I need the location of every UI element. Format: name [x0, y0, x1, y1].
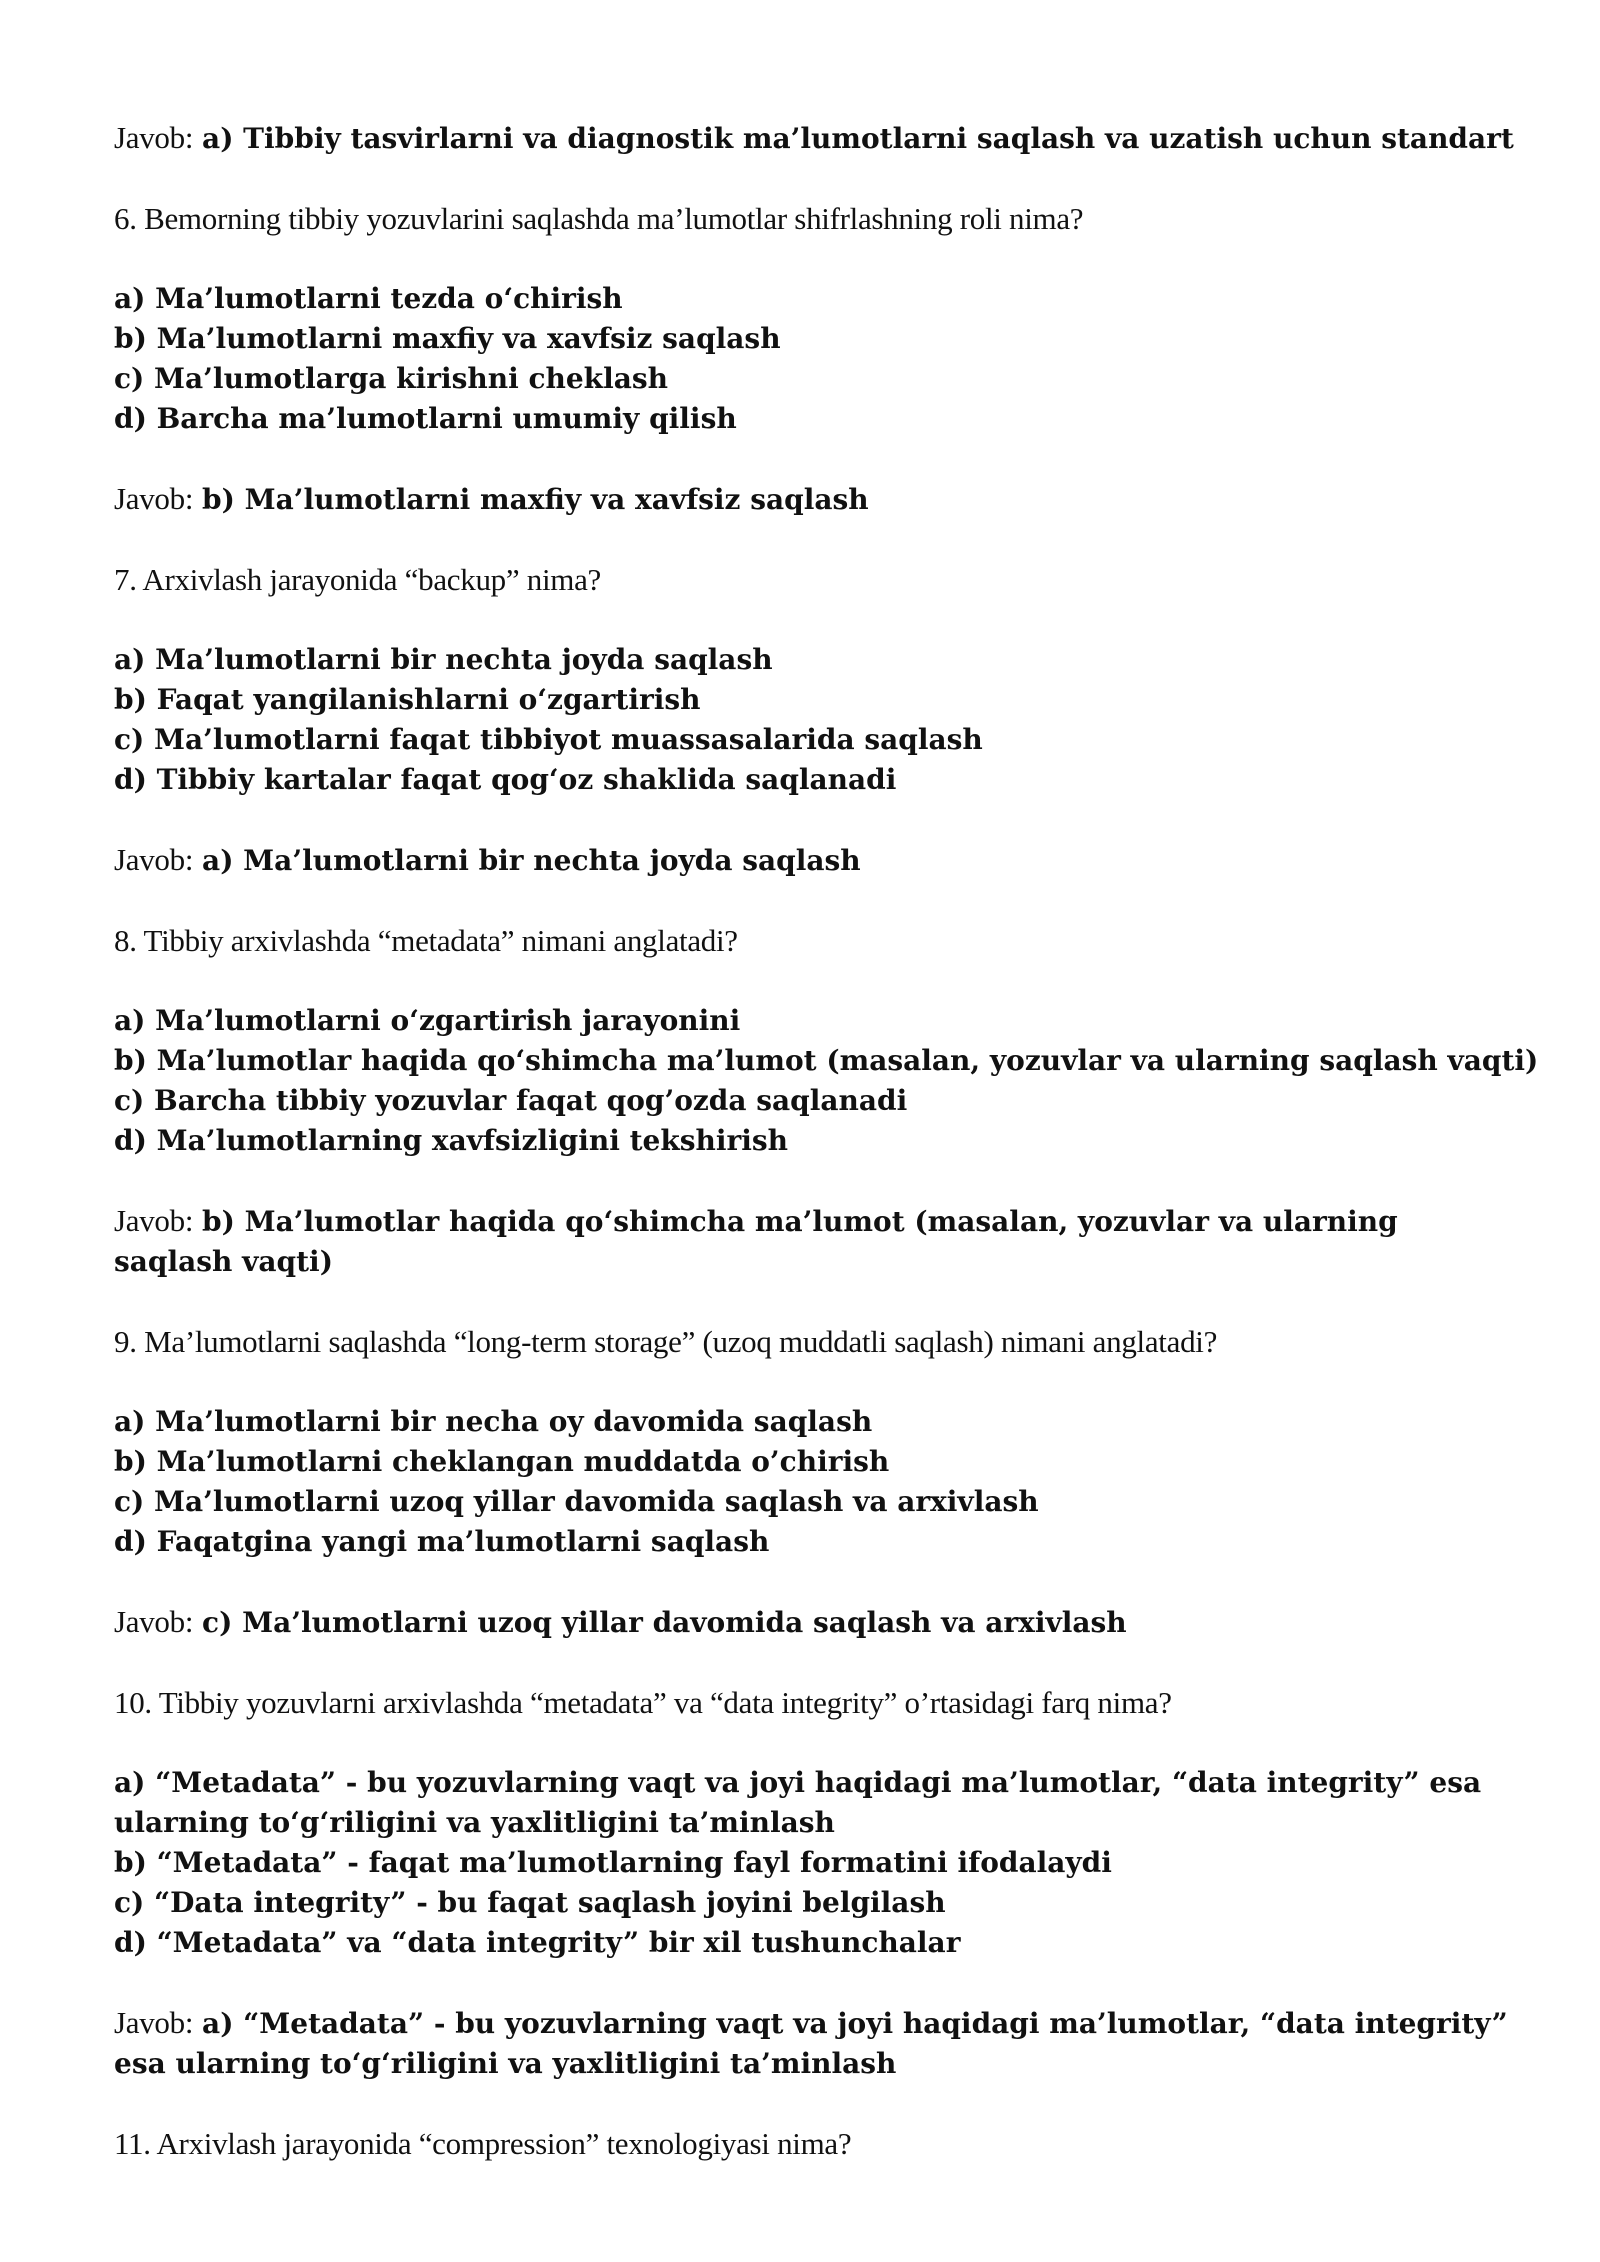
option-9c: c) Ma’lumotlarni uzoq yillar davomida saqlash va arxivlash [114, 1485, 1039, 1518]
option-8d: d) Ma’lumotlarning xavfsizligini tekshirish [114, 1124, 788, 1157]
question-9: 9. Ma’lumotlarni saqlashda “long-term storage” (uzoq muddatli saqlash) nimani anglatadi? [114, 1324, 1218, 1359]
option-7b: b) Faqat yangilanishlarni o‘zgartirish [114, 683, 701, 716]
answer-label: Javob: [114, 2005, 194, 2040]
answer-label: Javob: [114, 1203, 194, 1238]
question-10: 10. Tibbiy yozuvlarni arxivlashda “metadata” va “data integrity” o’rtasidagi farq nima? [114, 1685, 1172, 1720]
answer-label: Javob: [114, 481, 194, 516]
option-7a: a) Ma’lumotlarni bir nechta joyda saqlash [114, 643, 773, 676]
option-10b: b) “Metadata” - faqat ma’lumotlarning fayl formatini ifodalaydi [114, 1846, 1112, 1879]
answer-label: Javob: [114, 1604, 194, 1639]
option-9d: d) Faqatgina yangi ma’lumotlarni saqlash [114, 1525, 770, 1558]
document-page [114, 118, 1539, 2164]
option-8c: c) Barcha tibbiy yozuvlar faqat qog’ozda saqlanadi [114, 1084, 908, 1117]
option-8b: b) Ma’lumotlar haqida qo‘shimcha ma’lumot (masalan, yozuvlar va ularning saqlash vaqti) [114, 1044, 1539, 1077]
answer-text: b) Ma’lumotlarni maxfiy va xavfsiz saqlash [202, 483, 869, 516]
answer-label: Javob: [114, 842, 194, 877]
option-10c: c) “Data integrity” - bu faqat saqlash joyini belgilash [114, 1886, 946, 1919]
option-9a: a) Ma’lumotlarni bir necha oy davomida saqlash [114, 1405, 873, 1438]
answer-text: b) Ma’lumotlar haqida qo‘shimcha ma’lumot (masalan, yozuvlar va ularning saqlash vaqti) [114, 1205, 1398, 1278]
option-6a: a) Ma’lumotlarni tezda o‘chirish [114, 282, 623, 315]
answer-line-q9 [114, 1602, 1514, 1643]
option-6d: d) Barcha ma’lumotlarni umumiy qilish [114, 402, 737, 435]
option-8a: a) Ma’lumotlarni o‘zgartirish jarayonini [114, 1004, 741, 1037]
answer-text: a) Ma’lumotlarni bir nechta joyda saqlash [202, 844, 861, 877]
option-7d: d) Tibbiy kartalar faqat qog‘oz shaklida saqlanadi [114, 763, 897, 796]
answer-text: a) Tibbiy tasvirlarni va diagnostik ma’lumotlarni saqlash va uzatish uchun standart [202, 122, 1514, 155]
question-7: 7. Arxivlash jarayonida “backup” nima? [114, 562, 602, 597]
answer-line-q8 [114, 1201, 1514, 1282]
option-6c: c) Ma’lumotlarga kirishni cheklash [114, 362, 668, 395]
answer-line-q10 [114, 2003, 1514, 2084]
answer-line-q6 [114, 479, 1514, 520]
option-6b: b) Ma’lumotlarni maxfiy va xavfsiz saqlash [114, 322, 781, 355]
option-10d: d) “Metadata” va “data integrity” bir xil tushunchalar [114, 1926, 961, 1959]
option-7c: c) Ma’lumotlarni faqat tibbiyot muassasalarida saqlash [114, 723, 983, 756]
answer-text: c) Ma’lumotlarni uzoq yillar davomida saqlash va arxivlash [202, 1606, 1127, 1639]
option-9b: b) Ma’lumotlarni cheklangan muddatda o’chirish [114, 1445, 890, 1478]
answer-text: a) “Metadata” - bu yozuvlarning vaqt va joyi haqidagi ma’lumotlar, “data integrity” esa ularning to‘g‘riligini va yaxlitligini ta’minlash [114, 2007, 1508, 2080]
question-8: 8. Tibbiy arxivlashda “metadata” nimani anglatadi? [114, 923, 738, 958]
question-11: 11. Arxivlash jarayonida “compression” texnologiyasi nima? [114, 2126, 852, 2161]
option-10a: a) “Metadata” - bu yozuvlarning vaqt va joyi haqidagi ma’lumotlar, “data integrity” esa ularning to‘g‘riligini va yaxlitligini ta’minlash [114, 1766, 1482, 1839]
answer-line-q7 [114, 840, 1514, 881]
question-6: 6. Bemorning tibbiy yozuvlarini saqlashda ma’lumotlar shifrlashning roli nima? [114, 201, 1084, 236]
answer-label: Javob: [114, 120, 194, 155]
answer-line-q5 [114, 118, 1514, 159]
